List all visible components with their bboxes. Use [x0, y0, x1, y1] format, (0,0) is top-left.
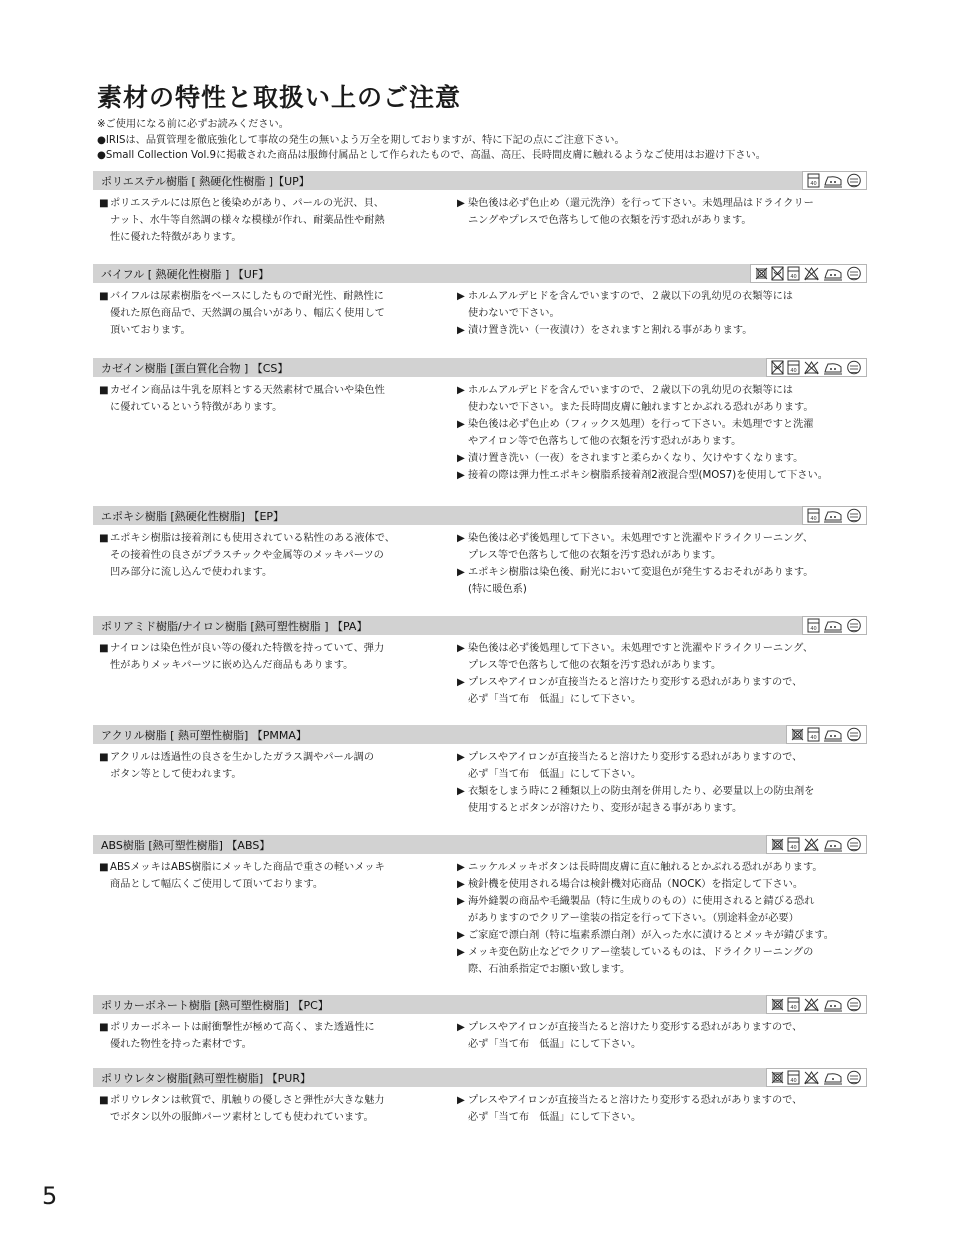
section-title: ポリエステル樹脂 [ 熱硬化性樹脂 ]【UP】	[101, 174, 310, 188]
right-paragraph	[457, 1092, 867, 1126]
line-text: 漬け置き洗い（一夜）をされますと柔らかくなり、欠けやすくなります。	[468, 453, 804, 464]
no-wash-icon	[771, 266, 784, 281]
right-text-line	[457, 859, 867, 876]
care-symbols	[750, 264, 867, 283]
line-text: 海外縫製の商品や毛織製品（特に生成りのもの）に使用されると錆びる恐れ	[468, 896, 815, 907]
left-paragraph	[99, 1019, 451, 1053]
section-title: アクリル樹脂 [ 熱可塑性樹脂] 【PMMA】	[101, 728, 307, 742]
right-text-line	[457, 749, 867, 766]
line-text: ポリカーボネートは耐衝撃性が極めて高く、また透過性に	[110, 1022, 375, 1033]
section-body	[93, 525, 867, 598]
section-body	[93, 635, 867, 708]
bullet-mark: ▶	[457, 786, 465, 797]
bullet-mark: ▶	[457, 470, 465, 481]
bullet-mark: ▶	[457, 879, 465, 890]
left-text-line	[99, 1109, 451, 1126]
right-text-line	[457, 766, 867, 783]
line-text: プレスやアイロンが直接当たると溶けたり変形する恐れがありますので、	[468, 1095, 803, 1106]
material-section	[93, 616, 867, 708]
section-body	[93, 854, 867, 978]
wash-40-icon	[787, 266, 800, 281]
line-text: カゼイン商品は牛乳を原料とする天然素材で風合いや染色性	[110, 385, 385, 396]
right-text-line	[457, 399, 867, 416]
right-text-line	[457, 322, 867, 339]
no-bleach-icon	[803, 360, 820, 375]
svg-text:40: 40	[790, 274, 797, 280]
right-paragraph	[457, 640, 867, 674]
page-title: 素材の特性と取扱い上のご注意	[97, 83, 462, 112]
left-text-line	[99, 195, 451, 212]
handling-cautions	[457, 640, 867, 708]
left-text-line	[99, 876, 451, 893]
line-text: ナット、水牛等自然調の様々な模様が作れ、耐薬品性や耐熱	[110, 215, 385, 226]
handling-cautions	[457, 1092, 867, 1126]
left-paragraph	[99, 1092, 451, 1126]
wash-40-icon	[807, 173, 820, 188]
handling-cautions	[457, 749, 867, 817]
iron-medium-icon	[823, 727, 843, 742]
line-text: プレス等で色落ちして他の衣類を汚す恐れがあります。	[468, 660, 722, 671]
wash-40-icon	[807, 727, 820, 742]
right-paragraph	[457, 564, 867, 598]
material-description	[93, 859, 451, 978]
right-text-line	[457, 547, 867, 564]
svg-text:40: 40	[810, 626, 817, 632]
left-text-line	[99, 399, 451, 416]
right-text-line	[457, 640, 867, 657]
right-text-line	[457, 288, 867, 305]
left-text-line	[99, 547, 451, 564]
section-title: カゼイン樹脂 [蛋白質化合物 ] 【CS】	[101, 361, 289, 375]
iron-medium-icon	[823, 266, 843, 281]
bullet-mark: ▶	[457, 862, 465, 873]
left-text-line	[99, 564, 451, 581]
bullet-mark: ▶	[457, 385, 465, 396]
wash-40-icon	[787, 1070, 800, 1085]
section-body	[93, 190, 867, 246]
line-text: プレスやアイロンが直接当たると溶けたり変形する恐れがありますので、	[468, 677, 803, 688]
bullet-mark: ■	[99, 291, 109, 302]
bullet-mark: ▶	[457, 677, 465, 688]
material-section	[93, 171, 867, 246]
line-text: ホルムアルデヒドを含んでいますので、２歳以下の乳幼児の衣類等には	[468, 385, 793, 396]
line-text: ポリウレタンは軟質で、肌触りの優しさと弾性が大きな魅力	[110, 1095, 385, 1106]
usage-notes	[97, 117, 877, 164]
line-text: ご家庭で漂白剤（特に塩素系漂白剤）が入った水に漬けるとメッキが錆びます。	[468, 930, 834, 941]
line-text: バイフルは尿素樹脂をベースにしたもので耐光性、耐熱性に	[110, 291, 384, 302]
left-paragraph	[99, 195, 451, 246]
no-tumble-icon	[771, 837, 784, 852]
bullet-mark: ▶	[457, 198, 465, 209]
right-paragraph	[457, 530, 867, 564]
iron-medium-icon	[823, 508, 843, 523]
left-paragraph	[99, 640, 451, 674]
right-text-line	[457, 416, 867, 433]
line-text: ホルムアルデヒドを含んでいますので、２歳以下の乳幼児の衣類等には	[468, 291, 793, 302]
bullet-mark: ■	[99, 198, 109, 209]
no-wash-icon	[771, 360, 784, 375]
line-text: ナイロンは染色性が良い等の優れた特徴を持っていて、弾力	[110, 643, 385, 654]
no-bleach-icon	[803, 837, 820, 852]
material-description	[93, 1019, 451, 1053]
svg-text:40: 40	[810, 181, 817, 187]
bullet-mark: ■	[99, 1095, 109, 1106]
line-text: 使わないで下さい。	[468, 308, 560, 319]
right-text-line	[457, 783, 867, 800]
line-text: 染色後は必ず色止め（還元洗浄）を行って下さい。未処理品はドライクリー	[468, 198, 814, 209]
no-bleach-icon	[803, 997, 820, 1012]
line-text: ニッケルメッキボタンは長時間皮膚に直に触れるとかぶれる恐れがあります。	[468, 862, 823, 873]
line-text: でボタン以外の服飾パーツ素材としても使われています。	[110, 1112, 374, 1123]
right-paragraph	[457, 944, 867, 978]
right-paragraph	[457, 416, 867, 450]
bullet-mark: ▶	[457, 1022, 465, 1033]
right-text-line	[457, 195, 867, 212]
bullet-mark: ▶	[457, 419, 465, 430]
material-section	[93, 725, 867, 817]
page-number: 5	[42, 1182, 58, 1210]
section-title: ポリウレタン樹脂[熱可塑性樹脂] 【PUR】	[101, 1071, 311, 1085]
svg-text:40: 40	[790, 1005, 797, 1011]
iron-medium-icon	[823, 173, 843, 188]
line-text: ABSメッキはABS樹脂にメッキした商品で重さの軽いメッキ	[110, 862, 385, 873]
handling-cautions	[457, 859, 867, 978]
right-paragraph	[457, 674, 867, 708]
left-text-line	[99, 657, 451, 674]
bullet-mark: ▶	[457, 325, 465, 336]
right-text-line	[457, 910, 867, 927]
right-text-line	[457, 893, 867, 910]
left-paragraph	[99, 288, 451, 339]
right-text-line	[457, 927, 867, 944]
section-body	[93, 1087, 867, 1126]
wash-40-icon	[787, 360, 800, 375]
handling-cautions	[457, 530, 867, 598]
right-paragraph	[457, 927, 867, 944]
line-text: メッキ変色防止などでクリアー塗装しているものは、ドライクリーニングの	[468, 947, 814, 958]
bullet-mark: ■	[99, 862, 109, 873]
right-text-line	[457, 382, 867, 399]
dry-clean-icon	[846, 508, 862, 523]
right-paragraph	[457, 876, 867, 893]
handling-cautions	[457, 288, 867, 339]
line-text: エポキシ樹脂は染色後、耐光において変退色が発生するおそれがあります。	[468, 567, 814, 578]
no-tumble-icon	[771, 997, 784, 1012]
section-body	[93, 1014, 867, 1053]
bullet-mark: ■	[99, 643, 109, 654]
care-symbols	[802, 616, 867, 635]
dry-clean-icon	[846, 173, 862, 188]
care-symbols	[802, 171, 867, 190]
line-text: 頂いております。	[110, 325, 191, 336]
svg-text:40: 40	[790, 368, 797, 374]
right-text-line	[457, 564, 867, 581]
line-text: 染色後は必ず後処理して下さい。未処理ですと洗濯やドライクリーニング、	[468, 643, 814, 654]
material-description	[93, 530, 451, 598]
usage-note: ※ご使用になる前に必ずお読みください。	[97, 119, 289, 130]
material-section	[93, 1068, 867, 1126]
line-text: ボタン等として使われます。	[110, 769, 242, 780]
left-text-line	[99, 288, 451, 305]
svg-text:40: 40	[790, 845, 797, 851]
section-title: ポリアミド樹脂/ナイロン樹脂 [熱可塑性樹脂 ] 【PA】	[101, 619, 368, 633]
no-tumble-icon	[771, 1070, 784, 1085]
no-tumble-icon	[791, 727, 804, 742]
material-description	[93, 288, 451, 339]
material-section	[93, 995, 867, 1053]
line-text: 使用するとボタンが溶けたり、変形が起きる事があります。	[468, 803, 743, 814]
care-symbols	[786, 725, 867, 744]
bullet-mark: ▶	[457, 930, 465, 941]
bullet-mark: ▶	[457, 453, 465, 464]
line-text: 性に優れた特徴があります。	[110, 232, 242, 243]
handling-cautions	[457, 195, 867, 246]
right-paragraph	[457, 288, 867, 322]
left-text-line	[99, 1092, 451, 1109]
line-text: 必ず「当て布 低温」にして下さい。	[468, 694, 642, 705]
line-text: プレスやアイロンが直接当たると溶けたり変形する恐れがありますので、	[468, 752, 803, 763]
line-text: やアイロン等で色落ちして他の衣類を汚す恐れがあります。	[468, 436, 742, 447]
line-text: 必ず「当て布 低温」にして下さい。	[468, 1039, 642, 1050]
dry-clean-icon	[846, 727, 862, 742]
care-symbols	[802, 506, 867, 525]
dry-clean-icon	[846, 1070, 862, 1085]
left-paragraph	[99, 382, 451, 416]
wash-40-icon	[787, 997, 800, 1012]
iron-medium-icon	[823, 997, 843, 1012]
care-symbols	[766, 358, 867, 377]
no-bleach-icon	[803, 1070, 820, 1085]
right-text-line	[457, 674, 867, 691]
left-paragraph	[99, 530, 451, 581]
left-paragraph	[99, 859, 451, 893]
line-text: 使わないで下さい。また長時間皮膚に触れますとかぶれる恐れがあります。	[468, 402, 814, 413]
svg-text:40: 40	[790, 1078, 797, 1084]
line-text: エポキシ樹脂は接着剤にも使用されている粘性のある液体で、	[110, 533, 395, 544]
section-title: ポリカーボネート樹脂 [熱可塑性樹脂] 【PC】	[101, 998, 329, 1012]
iron-medium-icon	[823, 618, 843, 633]
right-text-line	[457, 305, 867, 322]
material-section	[93, 264, 867, 339]
right-text-line	[457, 1109, 867, 1126]
left-text-line	[99, 640, 451, 657]
left-text-line	[99, 212, 451, 229]
section-body	[93, 283, 867, 339]
right-text-line	[457, 433, 867, 450]
line-text: 染色後は必ず後処理して下さい。未処理ですと洗濯やドライクリーニング、	[468, 533, 814, 544]
material-description	[93, 382, 451, 484]
right-text-line	[457, 1019, 867, 1036]
right-text-line	[457, 1036, 867, 1053]
right-paragraph	[457, 1019, 867, 1053]
iron-low-icon	[823, 1070, 843, 1085]
iron-medium-icon	[823, 360, 843, 375]
right-text-line	[457, 530, 867, 547]
dry-clean-icon	[846, 618, 862, 633]
wash-40-icon	[787, 837, 800, 852]
bullet-mark: ▶	[457, 896, 465, 907]
left-text-line	[99, 530, 451, 547]
right-paragraph	[457, 195, 867, 229]
right-paragraph	[457, 893, 867, 927]
right-text-line	[457, 581, 867, 598]
section-body	[93, 744, 867, 817]
section-header	[93, 264, 867, 283]
right-text-line	[457, 961, 867, 978]
section-body	[93, 377, 867, 484]
no-tumble-icon	[755, 266, 768, 281]
dry-clean-icon	[846, 360, 862, 375]
svg-text:40: 40	[810, 735, 817, 741]
line-text: その接着性の良さがプラスチックや金属等のメッキパーツの	[110, 550, 384, 561]
section-header	[93, 1068, 867, 1087]
dry-clean-icon	[846, 837, 862, 852]
right-text-line	[457, 1092, 867, 1109]
section-header	[93, 171, 867, 190]
line-text: がありますのでクリアー塗装の指定を行って下さい。（別途料金が必要）	[468, 913, 799, 924]
care-symbols	[766, 1068, 867, 1087]
left-text-line	[99, 305, 451, 322]
bullet-mark: ■	[99, 533, 109, 544]
line-text: 衣類をしまう時に２種類以上の防虫剤を併用したり、必要量以上の防虫剤を	[468, 786, 815, 797]
care-symbols	[766, 835, 867, 854]
bullet-mark: ▶	[457, 533, 465, 544]
bullet-mark: ■	[99, 752, 109, 763]
section-title: エポキシ樹脂 [熱硬化性樹脂] 【EP】	[101, 509, 285, 523]
right-text-line	[457, 450, 867, 467]
line-text: 接着の際は弾力性エポキシ樹脂系接着剤2液混合型(MOS7)を使用して下さい。	[468, 470, 828, 481]
left-text-line	[99, 766, 451, 783]
section-header	[93, 725, 867, 744]
handling-cautions	[457, 1019, 867, 1053]
line-text: 検針機を使用される場合は検針機対応商品（NOCK）を指定して下さい。	[468, 879, 804, 890]
line-text: (特に暖色系)	[468, 584, 527, 595]
line-text: 必ず「当て布 低温」にして下さい。	[468, 1112, 642, 1123]
left-text-line	[99, 859, 451, 876]
wash-40-icon	[807, 618, 820, 633]
line-text: 優れた原色商品で、天然調の風合いがあり、幅広く使用して	[110, 308, 385, 319]
bullet-mark: ▶	[457, 643, 465, 654]
line-text: 凹み部分に流し込んで使われます。	[110, 567, 273, 578]
line-text: 性がありメッキパーツに嵌め込んだ商品もあります。	[110, 660, 354, 671]
line-text: 必ず「当て布 低温」にして下さい。	[468, 769, 642, 780]
iron-medium-icon	[823, 837, 843, 852]
left-text-line	[99, 749, 451, 766]
section-header	[93, 835, 867, 854]
wash-40-icon	[807, 508, 820, 523]
left-text-line	[99, 229, 451, 246]
right-paragraph	[457, 749, 867, 783]
material-section	[93, 835, 867, 978]
line-text: 優れた物性を持った素材です。	[110, 1039, 252, 1050]
line-text: プレス等で色落ちして他の衣類を汚す恐れがあります。	[468, 550, 722, 561]
svg-text:40: 40	[810, 516, 817, 522]
right-paragraph	[457, 467, 867, 484]
section-title: ABS樹脂 [熱可塑性樹脂] 【ABS】	[101, 838, 271, 852]
material-section	[93, 506, 867, 598]
right-paragraph	[457, 382, 867, 416]
line-text: に優れているという特徴があります。	[110, 402, 283, 413]
right-text-line	[457, 876, 867, 893]
line-text: 際、石油系指定でお願い致します。	[468, 964, 631, 975]
section-header	[93, 358, 867, 377]
section-header	[93, 506, 867, 525]
right-text-line	[457, 800, 867, 817]
dry-clean-icon	[846, 997, 862, 1012]
right-text-line	[457, 691, 867, 708]
right-paragraph	[457, 322, 867, 339]
usage-note: ●IRISは、品質管理を徹底強化して事故の発生の無いよう万全を期しておりますが、特に下記の点にご注意下さい。	[97, 134, 625, 146]
bullet-mark: ▶	[457, 752, 465, 763]
line-text: プレスやアイロンが直接当たると溶けたり変形する恐れがありますので、	[468, 1022, 803, 1033]
dry-clean-icon	[846, 266, 862, 281]
bullet-mark: ▶	[457, 291, 465, 302]
left-text-line	[99, 382, 451, 399]
bullet-mark: ■	[99, 385, 109, 396]
right-text-line	[457, 467, 867, 484]
right-text-line	[457, 657, 867, 674]
right-paragraph	[457, 783, 867, 817]
line-text: ニングやプレスで色落ちして他の衣類を汚す恐れがあります。	[468, 215, 752, 226]
right-paragraph	[457, 859, 867, 876]
no-bleach-icon	[803, 266, 820, 281]
care-symbols	[766, 995, 867, 1014]
line-text: アクリルは透過性の良さを生かしたガラス調やパール調の	[110, 752, 375, 763]
right-text-line	[457, 212, 867, 229]
section-header	[93, 616, 867, 635]
bullet-mark: ■	[99, 1022, 109, 1033]
bullet-mark: ▶	[457, 567, 465, 578]
material-description	[93, 640, 451, 708]
line-text: ポリエステルには原色と後染めがあり、パールの光沢、貝、	[110, 198, 384, 209]
left-text-line	[99, 322, 451, 339]
bullet-mark: ▶	[457, 1095, 465, 1106]
right-text-line	[457, 944, 867, 961]
right-paragraph	[457, 450, 867, 467]
material-section	[93, 358, 867, 484]
usage-note: ●Small Collection Vol.9に掲載された商品は服飾付属品として作られたもので、高温、高圧、長時間皮膚に触れるようなご使用はお避け下さい。	[97, 150, 766, 161]
section-title: バイフル [ 熱硬化性樹脂 ] 【UF】	[101, 267, 270, 281]
bullet-mark: ▶	[457, 947, 465, 958]
handling-cautions	[457, 382, 867, 484]
line-text: 商品として幅広くご使用して頂いております。	[110, 879, 324, 890]
left-text-line	[99, 1019, 451, 1036]
material-description	[93, 1092, 451, 1126]
line-text: 染色後は必ず色止め（フィックス処理）を行って下さい。未処理ですと洗濯	[468, 419, 814, 430]
material-description	[93, 749, 451, 817]
section-header	[93, 995, 867, 1014]
material-description	[93, 195, 451, 246]
left-text-line	[99, 1036, 451, 1053]
left-paragraph	[99, 749, 451, 783]
line-text: 漬け置き洗い（一夜漬け）をされますと割れる事があります。	[468, 325, 753, 336]
